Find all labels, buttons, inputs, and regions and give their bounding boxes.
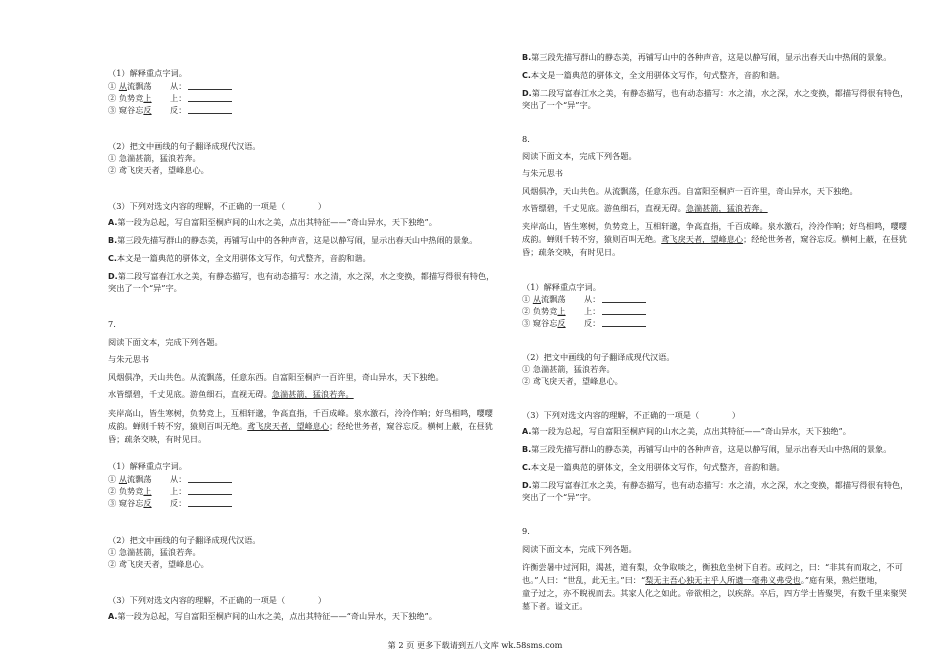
answer-blank — [602, 319, 646, 327]
page-footer: 第 2 页 更多下载请到五八文库 wk.58sms.com — [387, 640, 563, 650]
q7-translate-item: ① 急湍甚箭，猛浪若奔。 — [108, 547, 201, 557]
q7-option-c: C.本文是一篇典范的骈体文，全文用骈体文写作，句式整齐，音韵和谐。 — [522, 70, 785, 80]
q6-option-a: A.第一段为总起，写自富阳至桐庐间的山水之美，点出其特征——“奇山异水，天下独绝”。 — [108, 217, 437, 227]
q6-option-d-cont: 突出了一个“异”字。 — [108, 283, 182, 293]
q6-part2-title: （2）把文中画线的句子翻译成现代汉语。 — [108, 141, 261, 151]
q6-part1-title: （1）解释重点字词。 — [108, 68, 187, 78]
q9-passage-line: 也。”人曰：“世乱，此无主。”曰：“梨无主吾心独无主乎人所遗一毫弗义弗受也。”庭有果，熟烂堕地， — [522, 575, 883, 585]
q7-passage-para3: 昏；疏条交映，有时见日。 — [108, 434, 207, 444]
q7-passage-para3: 夹岸高山，皆生寒树，负势竞上，互相轩邈，争高直指，千百成峰。泉水激石，泠泠作响；好鸟相鸣，嘤嘤 — [108, 408, 493, 418]
q7-passage-para3: 成韵。蝉则千转不穷，猿则百叫无绝。鸢飞戾天者，望峰息心；经纶世务者，窥谷忘反。横柯上蔽，在昼犹 — [108, 421, 493, 431]
q6-word-item: ② 负势竞上 上： — [108, 93, 232, 104]
q7-translate-item: ② 鸢飞戾天者，望峰息心。 — [108, 559, 209, 569]
q6-translate-item: ② 鸢飞戾天者，望峰息心。 — [108, 165, 209, 175]
answer-blank — [188, 499, 232, 507]
q8-instruction: 阅读下面文本，完成下列各题。 — [522, 151, 637, 161]
q8-option-b: B.第三段先描写群山的静态美，再铺写山中的各种声音，这是以静写闹，显示出春天山中热闹的景象。 — [522, 444, 892, 454]
q7-word-item: ③ 窥谷忘反 反： — [108, 498, 232, 509]
q8-translate-item: ② 鸢飞戾天者，望峰息心。 — [522, 376, 623, 386]
q8-passage-para2: 水皆缥碧，千丈见底。游鱼细石，直视无碍。急湍甚箭，猛浪若奔。 — [522, 203, 768, 213]
answer-blank — [602, 307, 646, 315]
q7-number: 7. — [108, 319, 116, 329]
q8-passage-para3: 昏；疏条交映，有时见日。 — [522, 247, 621, 257]
q7-passage-title: 与朱元思书 — [108, 354, 149, 364]
q9-number: 9. — [522, 526, 530, 536]
q6-word-item: ① 从流飘荡 从： — [108, 81, 232, 92]
q7-part3-title: （3）下列对选文内容的理解，不正确的一项是（ ） — [108, 595, 327, 605]
q8-passage-para3: 成韵。蝉则千转不穷，猿则百叫无绝。鸢飞戾天者，望峰息心；经纶世务者，窥谷忘反。横柯上蔽，在昼犹 — [522, 234, 907, 244]
q6-word-item: ③ 窥谷忘反 反： — [108, 105, 232, 116]
q6-part3-title: （3）下列对选文内容的理解，不正确的一项是（ ） — [108, 201, 327, 211]
q7-instruction: 阅读下面文本，完成下列各题。 — [108, 337, 223, 347]
q7-word-item: ① 从流飘荡 从： — [108, 474, 232, 485]
q7-passage-para1: 风烟俱净，天山共色。从流飘荡，任意东西。自富阳至桐庐一百许里，奇山异水，天下独绝。 — [108, 372, 444, 382]
q7-option-d-cont: 突出了一个“异”字。 — [522, 100, 596, 110]
q8-word-item: ② 负势竞上 上： — [522, 306, 646, 317]
q7-word-item: ② 负势竞上 上： — [108, 486, 232, 497]
q6-translate-item: ① 急湍甚箭，猛浪若奔。 — [108, 153, 201, 163]
q8-option-d: D.第二段写富春江水之美，有静态描写，也有动态描写：水之清，水之深，水之变换，都描写得很有特色， — [522, 480, 909, 490]
q7-option-a: A.第一段为总起，写自富阳至桐庐间的山水之美，点出其特征——“奇山异水，天下独绝”。 — [108, 611, 437, 621]
q8-option-c: C.本文是一篇典范的骈体文，全文用骈体文写作，句式整齐，音韵和谐。 — [522, 462, 785, 472]
q8-part2-title: （2）把文中画线的句子翻译成现代汉语。 — [522, 352, 675, 362]
answer-blank — [188, 475, 232, 483]
q7-passage-para2: 水皆缥碧，千丈见底。游鱼细石，直视无碍。急湍甚箭，猛浪若奔。 — [108, 389, 354, 399]
answer-blank — [188, 487, 232, 495]
q8-option-d-cont: 突出了一个“异”字。 — [522, 492, 596, 502]
q8-translate-item: ① 急湍甚箭，猛浪若奔。 — [522, 364, 615, 374]
q7-option-b: B.第三段先描写群山的静态美，再铺写山中的各种声音，这是以静写闹，显示出春天山中热闹的景象。 — [522, 52, 892, 62]
q8-part1-title: （1）解释重点字词。 — [522, 282, 601, 292]
q8-passage-para1: 风烟俱净，天山共色。从流飘荡，任意东西。自富阳至桐庐一百许里，奇山异水，天下独绝。 — [522, 186, 858, 196]
answer-blank — [602, 295, 646, 303]
q9-passage-line: 墓下者。谥文正。 — [522, 601, 588, 611]
q7-part2-title: （2）把文中画线的句子翻译成现代汉语。 — [108, 535, 261, 545]
q7-option-d: D.第二段写富春江水之美，有静态描写，也有动态描写：水之清，水之深，水之变换，都描写得很有特色， — [522, 88, 909, 98]
q9-passage-line: 许衡尝暑中过河阳，渴甚，道有梨，众争取啖之，衡独危坐树下自若。或问之，曰：“非其有而取之，不可 — [522, 562, 903, 572]
q9-instruction: 阅读下面文本，完成下列各题。 — [522, 544, 637, 554]
q8-part3-title: （3）下列对选文内容的理解，不正确的一项是（ ） — [522, 410, 741, 420]
q8-option-a: A.第一段为总起，写自富阳至桐庐间的山水之美，点出其特征——“奇山异水，天下独绝”。 — [522, 426, 851, 436]
answer-blank — [188, 94, 232, 102]
answer-blank — [188, 82, 232, 90]
q8-word-item: ③ 窥谷忘反 反： — [522, 318, 646, 329]
q9-passage-line: 童子过之，亦不睨视而去。其家人化之如此。帝欲相之，以疾辞。卒后，四方学士皆聚哭，有数千里来聚哭 — [522, 588, 907, 598]
q8-passage-title: 与朱元思书 — [522, 168, 563, 178]
q8-word-item: ① 从流飘荡 从： — [522, 294, 646, 305]
q8-passage-para3: 夹岸高山，皆生寒树，负势竞上，互相轩邈，争高直指，千百成峰。泉水激石，泠泠作响；好鸟相鸣，嘤嘤 — [522, 221, 907, 231]
q6-option-b: B.第三段先描写群山的静态美，再铺写山中的各种声音，这是以静写闹，显示出春天山中热闹的景象。 — [108, 235, 478, 245]
q6-option-c: C.本文是一篇典范的骈体文，全文用骈体文写作，句式整齐，音韵和谐。 — [108, 253, 371, 263]
q7-part1-title: （1）解释重点字词。 — [108, 461, 187, 471]
q8-number: 8. — [522, 134, 530, 144]
answer-blank — [188, 106, 232, 114]
q6-option-d: D.第二段写富春江水之美，有静态描写，也有动态描写：水之清，水之深，水之变换，都描写得很有特色， — [108, 271, 495, 281]
